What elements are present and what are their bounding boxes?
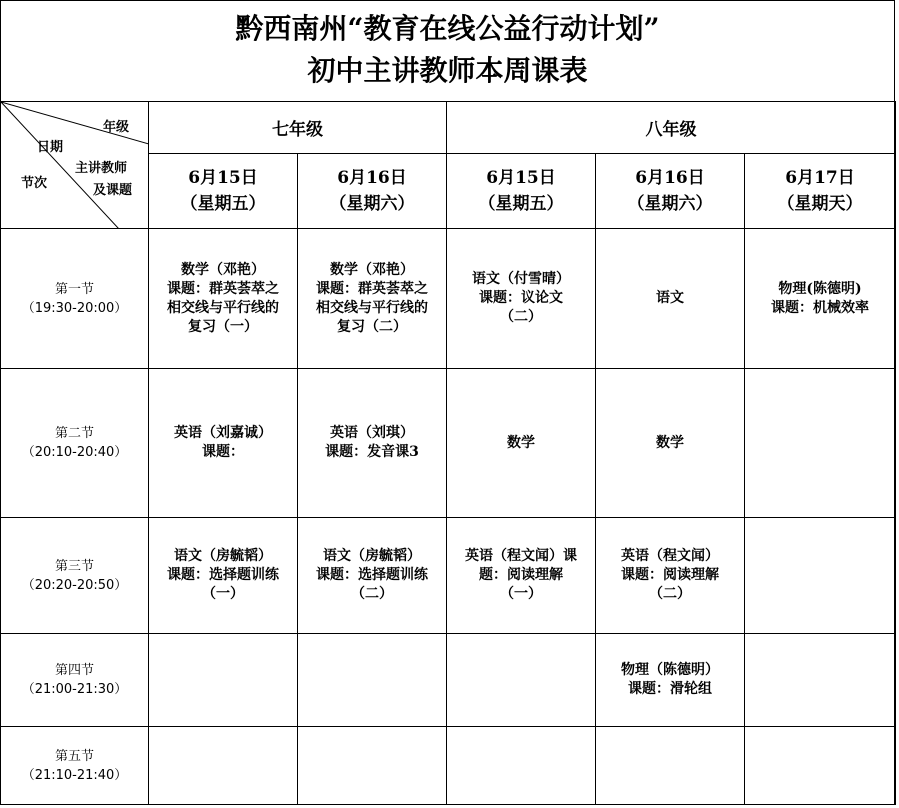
- corner-teacher-label-1: 主讲教师: [75, 161, 128, 176]
- date-header: [149, 154, 298, 229]
- lesson-cell: [596, 727, 745, 805]
- period-row: [1, 727, 896, 805]
- lesson-line: 相交线与平行线的: [316, 299, 428, 316]
- period-time: （21:10-21:40）: [21, 767, 128, 783]
- lesson-line: （二）: [351, 586, 393, 602]
- date-header: [298, 154, 447, 229]
- lesson-line: 课题：机械效率: [771, 299, 870, 316]
- weekday-label: （星期五）: [180, 194, 266, 214]
- date-label: 6月16日: [337, 168, 407, 188]
- period-time: （20:20-20:50）: [21, 577, 128, 593]
- lesson-line: （二）: [500, 309, 542, 325]
- lesson-line: 课题：滑轮组: [628, 681, 712, 697]
- period-name: 第一节: [54, 281, 94, 297]
- lesson-cell: [596, 518, 745, 634]
- weekday-label: （星期六）: [329, 194, 415, 214]
- lesson-cell: [298, 727, 447, 805]
- period-time: （19:30-20:00）: [21, 300, 128, 316]
- corner-grade-label: 年级: [103, 120, 130, 135]
- lesson-cell: [745, 229, 896, 369]
- lesson-line: 题：阅读理解: [479, 567, 563, 583]
- lesson-cell: [298, 369, 447, 518]
- lesson-cell: [447, 518, 596, 634]
- lesson-cell: [298, 634, 447, 727]
- date-label: 6月16日: [635, 168, 705, 188]
- lesson-line: 语文（房毓韬）: [323, 548, 421, 564]
- period-row: [1, 229, 896, 369]
- lesson-cell: [149, 369, 298, 518]
- lesson-line: 课题：阅读理解: [621, 567, 719, 583]
- period-label-cell: [1, 634, 149, 727]
- period-name: 第五节: [54, 748, 94, 764]
- period-row: [1, 634, 896, 727]
- date-label: 6月15日: [486, 168, 556, 188]
- grade-header-8: 八年级: [447, 102, 896, 154]
- period-row: [1, 369, 896, 518]
- lesson-line: 英语（刘嘉诚）: [174, 425, 272, 441]
- lesson-line: 课题：选择题训练: [316, 567, 428, 583]
- lesson-line: 语文（付雪晴）: [472, 271, 570, 287]
- lesson-cell: [745, 369, 896, 518]
- lesson-line: 课题：选择题训练: [167, 567, 279, 583]
- date-header: [745, 154, 896, 229]
- lesson-line: 英语（程文闻）课: [465, 548, 577, 564]
- period-row: [1, 518, 896, 634]
- date-header: [447, 154, 596, 229]
- lesson-line: 物理（陈德明）: [621, 662, 719, 678]
- period-label-cell: [1, 369, 149, 518]
- period-name: 第四节: [54, 663, 94, 678]
- lesson-cell: [596, 229, 745, 369]
- period-name: 第二节: [54, 426, 94, 441]
- weekday-label: （星期六）: [627, 194, 713, 214]
- period-label-cell: [1, 518, 149, 634]
- lesson-line: （二）: [649, 586, 691, 602]
- header-corner-cell: [1, 102, 149, 229]
- corner-teacher-label-2: 及课题: [93, 183, 133, 198]
- weekday-label: （星期天）: [777, 194, 863, 214]
- lesson-cell: [149, 518, 298, 634]
- lesson-line: 课题：群英荟萃之: [167, 280, 279, 297]
- lesson-line: 物理(陈德明): [778, 280, 862, 297]
- lesson-cell: [298, 229, 447, 369]
- weekday-label: （星期五）: [478, 194, 564, 214]
- lesson-line: 复习（一）: [188, 318, 258, 335]
- lesson-cell: [298, 518, 447, 634]
- page-title: [0, 0, 895, 100]
- lesson-line: 数学: [656, 434, 684, 451]
- lesson-cell: [745, 727, 896, 805]
- schedule-table: [0, 101, 896, 805]
- lesson-cell: [149, 634, 298, 727]
- lesson-cell: [447, 369, 596, 518]
- lesson-line: 课题：群英荟萃之: [316, 280, 428, 297]
- lesson-line: 课题：发音课3: [325, 444, 419, 460]
- lesson-line: 数学（邓艳）: [181, 261, 265, 278]
- lesson-cell: [745, 518, 896, 634]
- lesson-cell: [745, 634, 896, 727]
- lesson-line: 英语（程文闻）: [621, 548, 719, 564]
- corner-period-label: 节次: [21, 176, 48, 191]
- period-label-cell: [1, 229, 149, 369]
- title-line-1: 黔西南州“教育在线公益行动计划”: [235, 12, 660, 45]
- lesson-line: 语文: [656, 290, 684, 306]
- lesson-cell: [149, 727, 298, 805]
- period-time: （20:10-20:40）: [21, 445, 128, 460]
- lesson-line: 课题：议论文: [479, 290, 563, 306]
- period-time: （21:00-21:30）: [21, 682, 128, 697]
- lesson-line: 语文（房毓韬）: [174, 548, 272, 564]
- period-label-cell: [1, 727, 149, 805]
- lesson-cell: [149, 229, 298, 369]
- lesson-cell: [596, 369, 745, 518]
- corner-date-label: 日期: [37, 140, 64, 155]
- lesson-cell: [596, 634, 745, 727]
- lesson-line: 复习（二）: [337, 318, 407, 335]
- period-name: 第三节: [54, 558, 94, 574]
- date-label: 6月17日: [785, 168, 855, 188]
- lesson-cell: [447, 634, 596, 727]
- title-line-2: 初中主讲教师本周课表: [307, 54, 588, 87]
- lesson-line: 数学（邓艳）: [330, 261, 414, 278]
- lesson-line: （一）: [202, 586, 244, 602]
- lesson-line: 相交线与平行线的: [167, 299, 279, 316]
- date-header: [596, 154, 745, 229]
- lesson-line: 英语（刘琪）: [330, 425, 414, 441]
- grade-header-7: 七年级: [149, 102, 447, 154]
- lesson-line: 课题：: [202, 444, 244, 460]
- lesson-cell: [447, 229, 596, 369]
- lesson-cell: [447, 727, 596, 805]
- lesson-line: （一）: [500, 586, 542, 602]
- date-label: 6月15日: [188, 168, 258, 188]
- lesson-line: 数学: [507, 434, 535, 451]
